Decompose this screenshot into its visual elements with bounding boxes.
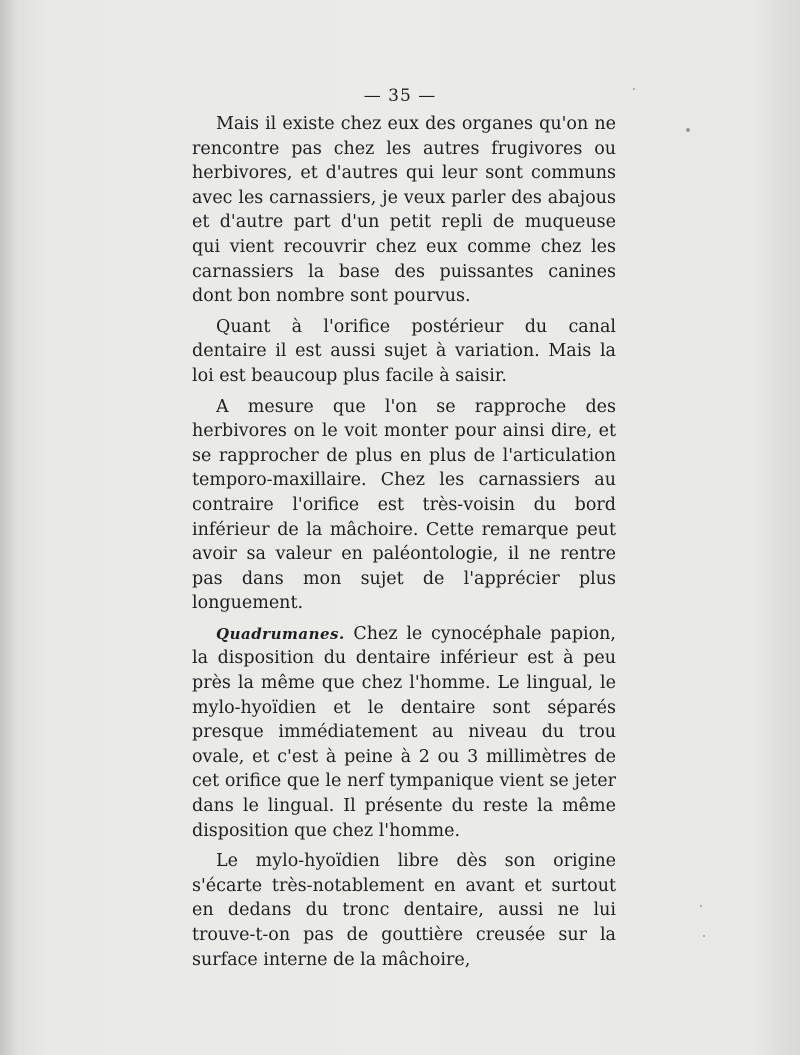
- paper-speck: [686, 128, 690, 132]
- paragraph: [192, 112, 616, 309]
- body-text: [192, 112, 616, 972]
- paper-speck: [700, 905, 702, 907]
- paper-speck: [703, 935, 705, 937]
- page-edge-shadow: [0, 0, 18, 1055]
- paragraph: [192, 315, 616, 389]
- page-number: — 35 —: [363, 86, 437, 106]
- paragraph-text: Chez le cynocéphale papion, la disposition du dentaire inférieur est à peu près la même que chez l'homme. Le lingual, le mylo-hyoïdien et le dentaire sont séparés presque immédiatement au niveau du trou ovale, et c'est à peine à 2 ou 3 millimètres de cet orifice que le nerf tympanique vient se jeter dans le lingual. Il présente du reste la même disposition que chez l'homme.: [192, 623, 616, 841]
- paragraph-text: Quant à l'orifice postérieur du canal dentaire il est aussi sujet à variation. Mais la loi est beaucoup plus facile à saisir.: [192, 316, 616, 386]
- paper-speck: [633, 88, 635, 90]
- section-heading: Quadrumanes.: [216, 624, 345, 643]
- paragraph: [192, 622, 616, 843]
- paragraph: [192, 395, 616, 616]
- paragraph-text: Le mylo-hyoïdien libre dès son origine s'écarte très-notablement en avant et surtout en dedans du tronc dentaire, aussi ne lui trouve-t-on pas de gouttière creusée sur la surface interne de la mâchoire,: [192, 851, 616, 970]
- paragraph: [192, 849, 616, 972]
- paragraph-text: A mesure que l'on se rapproche des herbivores on le voit monter pour ainsi dire, et se rapprocher de plus en plus de l'articulation temporo-maxillaire. Chez les carnassiers au contraire l'orifice est très-voisin du bord inférieur de la mâchoire. Cette remarque peut avoir sa valeur en paléontologie, il ne rentre pas dans mon sujet de l'apprécier plus longuement.: [192, 396, 616, 614]
- paragraph-text: Mais il existe chez eux des organes qu'on ne rencontre pas chez les autres frugivores ou herbivores, et d'autres qui leur sont communs avec les carnassiers, je veux parler des abajous et d'autre part d'un petit repli de muqueuse qui vient recouvrir chez eux comme chez les carnassiers la base des puissantes canines dont bon nombre sont pourvus.: [192, 114, 616, 307]
